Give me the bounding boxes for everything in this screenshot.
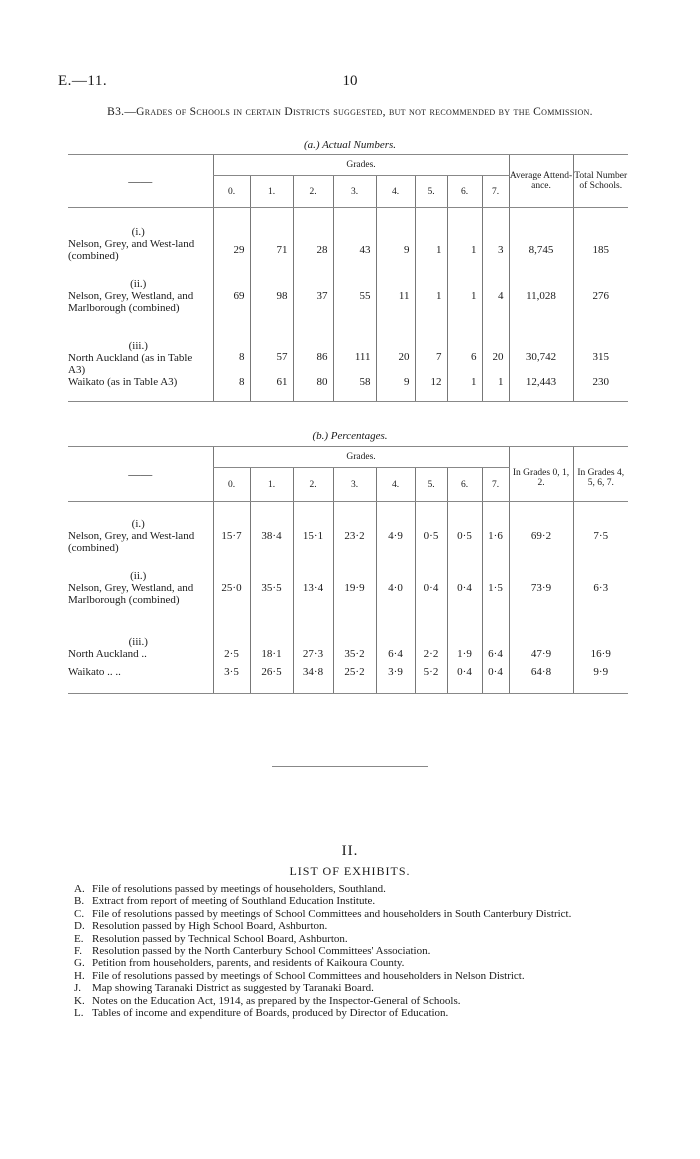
cell: 0·4 (482, 666, 509, 694)
cell: 64·8 (509, 666, 573, 694)
grade-header: 6. (447, 468, 482, 502)
cell: 15·7 (213, 502, 250, 562)
list-item (74, 957, 654, 969)
cell: 20 (376, 332, 415, 376)
cell: 55 (333, 270, 376, 332)
section-divider (272, 766, 428, 767)
cell: 6 (447, 332, 482, 376)
list-item (74, 933, 654, 945)
cell: 9·9 (573, 666, 628, 694)
grade-header: 6. (447, 176, 482, 208)
item-text: Extract from report of meeting of Southland Education Institute. (92, 895, 376, 908)
row-number: (iii.) (128, 339, 148, 352)
table-row (68, 630, 628, 666)
cell: 58 (333, 376, 376, 402)
list-item (74, 895, 654, 907)
list-item (74, 908, 654, 920)
grade-header: 2. (293, 176, 333, 208)
cell: 25·2 (333, 666, 376, 694)
cell: 47·9 (509, 630, 573, 666)
grade-header: 0. (213, 468, 250, 502)
grades-header: Grades. (213, 447, 509, 468)
cell: 11,028 (509, 270, 573, 332)
grades-4-7-header: In Grades 4, 5, 6, 7. (573, 447, 628, 502)
cell: 185 (573, 208, 628, 270)
cell: 34·8 (293, 666, 333, 694)
table-row (68, 270, 628, 332)
cell: 0·4 (447, 562, 482, 630)
cell: 0·4 (447, 666, 482, 694)
cell: 35·2 (333, 630, 376, 666)
cell: 6·4 (482, 630, 509, 666)
row-label: Nelson, Grey, Westland, and Marlborough (combined) (68, 581, 194, 606)
list-item (74, 883, 654, 895)
item-key: A. (74, 883, 85, 895)
cell: 98 (250, 270, 293, 332)
cell: 1 (482, 376, 509, 402)
item-key: K. (74, 994, 85, 1007)
table-row (68, 376, 628, 402)
table-row (68, 208, 628, 270)
cell: 25·0 (213, 562, 250, 630)
cell: 1 (415, 270, 447, 332)
cell: 1 (447, 208, 482, 270)
row-label: Nelson, Grey, and West-land (combined) (68, 530, 195, 554)
table-b-subtitle: (b.) Percentages. (312, 430, 388, 442)
cell: 71 (250, 208, 293, 270)
cell: 4·0 (376, 562, 415, 630)
list-item (74, 982, 654, 994)
exhibits-list (74, 883, 654, 1019)
row-label: North Auckland (as in Table A3) (68, 351, 193, 376)
cell: 0·5 (415, 502, 447, 562)
cell: 8 (213, 332, 250, 376)
table-row (68, 562, 628, 630)
cell: 2·5 (213, 630, 250, 666)
cell: 3·5 (213, 666, 250, 694)
item-text: File of resolutions passed by meetings of householders, Southland. (92, 883, 386, 895)
grade-header: 1. (250, 176, 293, 208)
item-key: C. (74, 907, 85, 920)
page-number: 10 (342, 73, 358, 89)
cell: 9 (376, 376, 415, 402)
cell: 86 (293, 332, 333, 376)
list-item (74, 1007, 654, 1019)
grade-header: 5. (415, 468, 447, 502)
document-reference: E.—11. (58, 73, 108, 89)
cell: 0·4 (415, 562, 447, 630)
cell: 15·1 (293, 502, 333, 562)
cell: 9 (376, 208, 415, 270)
item-key: E. (74, 932, 84, 945)
cell: 7 (415, 332, 447, 376)
list-item (74, 920, 654, 932)
cell: 3 (482, 208, 509, 270)
cell: 69 (213, 270, 250, 332)
stub-dash: —— (68, 447, 213, 502)
cell: 38·4 (250, 502, 293, 562)
cell: 1·5 (482, 562, 509, 630)
row-label: Nelson, Grey, and West-land (combined) (68, 238, 195, 262)
cell: 61 (250, 376, 293, 402)
table-title: B3.—Grades of Schools in certain Districts suggested, but not recommended by the Commission. (107, 106, 593, 118)
row-label: Waikato .. .. (68, 665, 121, 678)
row-number: (ii.) (130, 277, 147, 290)
average-attendance-header: Average Attend-ance. (509, 155, 573, 208)
table-row (68, 332, 628, 376)
item-key: B. (74, 895, 85, 908)
cell: 8 (213, 376, 250, 402)
item-text: Resolution passed by High School Board, Ashburton. (92, 920, 328, 933)
total-schools-header: Total Number of Schools. (573, 155, 628, 208)
cell: 8,745 (509, 208, 573, 270)
grade-header: 3. (333, 468, 376, 502)
item-text: File of resolutions passed by meetings of School Committees and householders in Nelson District. (92, 969, 525, 982)
grade-header: 3. (333, 176, 376, 208)
cell: 1 (447, 376, 482, 402)
cell: 1·9 (447, 630, 482, 666)
cell: 35·5 (250, 562, 293, 630)
cell: 1 (447, 270, 482, 332)
row-number: (i.) (131, 518, 145, 530)
list-item (74, 970, 654, 982)
section-numeral: II. (341, 843, 359, 859)
row-number: (i.) (131, 226, 145, 238)
cell: 19·9 (333, 562, 376, 630)
item-key: F. (74, 945, 82, 958)
cell: 20 (482, 332, 509, 376)
grade-header: 1. (250, 468, 293, 502)
item-text: Resolution passed by Technical School Board, Ashburton. (92, 932, 348, 945)
cell: 23·2 (333, 502, 376, 562)
section-heading: LIST OF EXHIBITS. (289, 864, 411, 878)
cell: 80 (293, 376, 333, 402)
stub-dash: —— (68, 155, 213, 208)
cell: 29 (213, 208, 250, 270)
item-text: Notes on the Education Act, 1914, as prepared by the Inspector-General of Schools. (92, 994, 461, 1007)
row-label: Nelson, Grey, Westland, and Marlborough (combined) (68, 289, 194, 314)
table-percentages (68, 446, 628, 694)
grade-header: 2. (293, 468, 333, 502)
cell: 73·9 (509, 562, 573, 630)
cell: 230 (573, 376, 628, 402)
cell: 12 (415, 376, 447, 402)
cell: 43 (333, 208, 376, 270)
item-text: Map showing Taranaki District as suggested by Taranaki Board. (92, 982, 374, 995)
cell: 57 (250, 332, 293, 376)
cell: 12,443 (509, 376, 573, 402)
cell: 5·2 (415, 666, 447, 694)
cell: 1 (415, 208, 447, 270)
cell: 276 (573, 270, 628, 332)
row-label: North Auckland .. (68, 647, 147, 660)
item-text: File of resolutions passed by meetings of School Committees and householders in South Canterbury District. (92, 907, 572, 920)
row-number: (ii.) (130, 569, 147, 582)
cell: 4 (482, 270, 509, 332)
grade-header: 5. (415, 176, 447, 208)
cell: 16·9 (573, 630, 628, 666)
cell: 4·9 (376, 502, 415, 562)
item-text: Resolution passed by the North Canterbury School Committees' Association. (92, 945, 431, 958)
item-key: D. (74, 920, 85, 933)
table-actual-numbers (68, 154, 628, 402)
cell: 27·3 (293, 630, 333, 666)
cell: 69·2 (509, 502, 573, 562)
cell: 37 (293, 270, 333, 332)
grade-header: 4. (376, 176, 415, 208)
cell: 315 (573, 332, 628, 376)
list-item (74, 945, 654, 957)
table-row (68, 502, 628, 562)
cell: 111 (333, 332, 376, 376)
cell: 0·5 (447, 502, 482, 562)
cell: 1·6 (482, 502, 509, 562)
item-key: L. (74, 1007, 84, 1020)
row-number: (iii.) (128, 635, 148, 648)
cell: 11 (376, 270, 415, 332)
item-key: G. (74, 957, 85, 970)
cell: 2·2 (415, 630, 447, 666)
table-row (68, 666, 628, 694)
cell: 28 (293, 208, 333, 270)
grade-header: 7. (482, 468, 509, 502)
cell: 6·3 (573, 562, 628, 630)
cell: 6·4 (376, 630, 415, 666)
cell: 26·5 (250, 666, 293, 694)
grade-header: 7. (482, 176, 509, 208)
cell: 7·5 (573, 502, 628, 562)
cell: 30,742 (509, 332, 573, 376)
cell: 13·4 (293, 562, 333, 630)
item-key: H. (74, 969, 85, 982)
list-item (74, 995, 654, 1007)
item-text: Petition from householders, parents, and residents of Kaikoura County. (92, 957, 405, 970)
row-label: Waikato (as in Table A3) (68, 375, 178, 388)
item-key: J. (74, 982, 82, 995)
grade-header: 0. (213, 176, 250, 208)
cell: 18·1 (250, 630, 293, 666)
grade-header: 4. (376, 468, 415, 502)
grades-header: Grades. (213, 155, 509, 176)
grades-0-1-2-header: In Grades 0, 1, 2. (509, 447, 573, 502)
table-a-subtitle: (a.) Actual Numbers. (303, 139, 397, 151)
cell: 3·9 (376, 666, 415, 694)
item-text: Tables of income and expenditure of Boards, produced by Director of Education. (92, 1007, 449, 1020)
